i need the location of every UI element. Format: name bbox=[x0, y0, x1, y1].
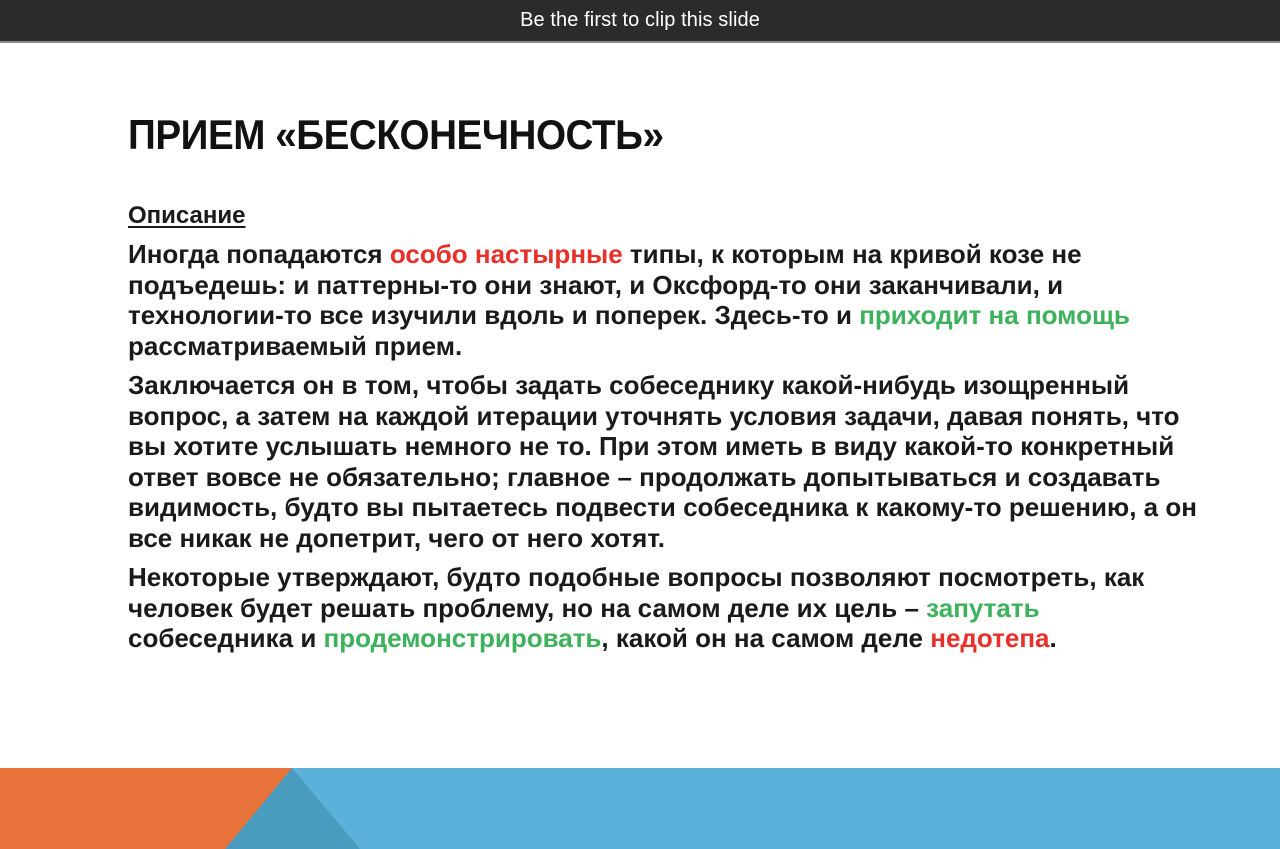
paragraph-1 bbox=[128, 239, 1198, 361]
paragraph-3-text: , какой он на самом деле bbox=[601, 623, 931, 653]
paragraph-3-text: собеседника и bbox=[128, 623, 324, 653]
highlight-red: особо настырные bbox=[389, 239, 623, 269]
section-heading: Описание bbox=[128, 202, 246, 229]
paragraph-3 bbox=[128, 562, 1198, 654]
paragraph-2: Заключается он в том, чтобы задать собеседнику какой-нибудь изощренный вопрос, а затем на каждой итерации уточнять условия задачи, давая понять, что вы хотите услышать немного не то. При этом иметь в виду какой-то конкретный ответ вовсе не обязательно; главное – продолжать допытываться и создавать видимость, будто вы пытаетесь подвести собеседника к какому-то решению, а он все никак не допетрит, чего от него хотят. bbox=[128, 370, 1197, 553]
paragraph-3-text: . bbox=[1049, 623, 1057, 653]
paragraph-1-text: рассматриваемый прием. bbox=[128, 330, 463, 361]
highlight-green: приходит на помощь bbox=[859, 300, 1130, 330]
top-bar bbox=[0, 0, 1280, 43]
paragraph-3-text: Некоторые утверждают, будто подобные вопросы позволяют посмотреть, как человек будет решать проблему, но на самом деле их цель – bbox=[128, 562, 1145, 623]
decorative-footer-band bbox=[0, 768, 1280, 849]
clip-slide-link[interactable]: Be the first to clip this slide bbox=[520, 9, 760, 31]
footer-shapes bbox=[0, 768, 1280, 849]
paragraph-1-text: Иногда попадаются bbox=[128, 239, 390, 269]
highlight-red: недотепа bbox=[930, 623, 1050, 653]
slide-title: ПРИЕМ «БЕСКОНЕЧНОСТЬ» bbox=[128, 111, 664, 158]
slide-body bbox=[128, 201, 1198, 663]
highlight-green: запутать bbox=[926, 592, 1040, 623]
slide bbox=[0, 45, 1280, 849]
paragraph-1-text: типы, к которым на кривой козе не подъедешь: и паттерны-то они знают, и Оксфорд-то они заканчивали, и технологии-то все изучили вдоль и поперек. Здесь-то и bbox=[128, 239, 1082, 330]
highlight-green: продемонстрировать bbox=[323, 623, 602, 653]
